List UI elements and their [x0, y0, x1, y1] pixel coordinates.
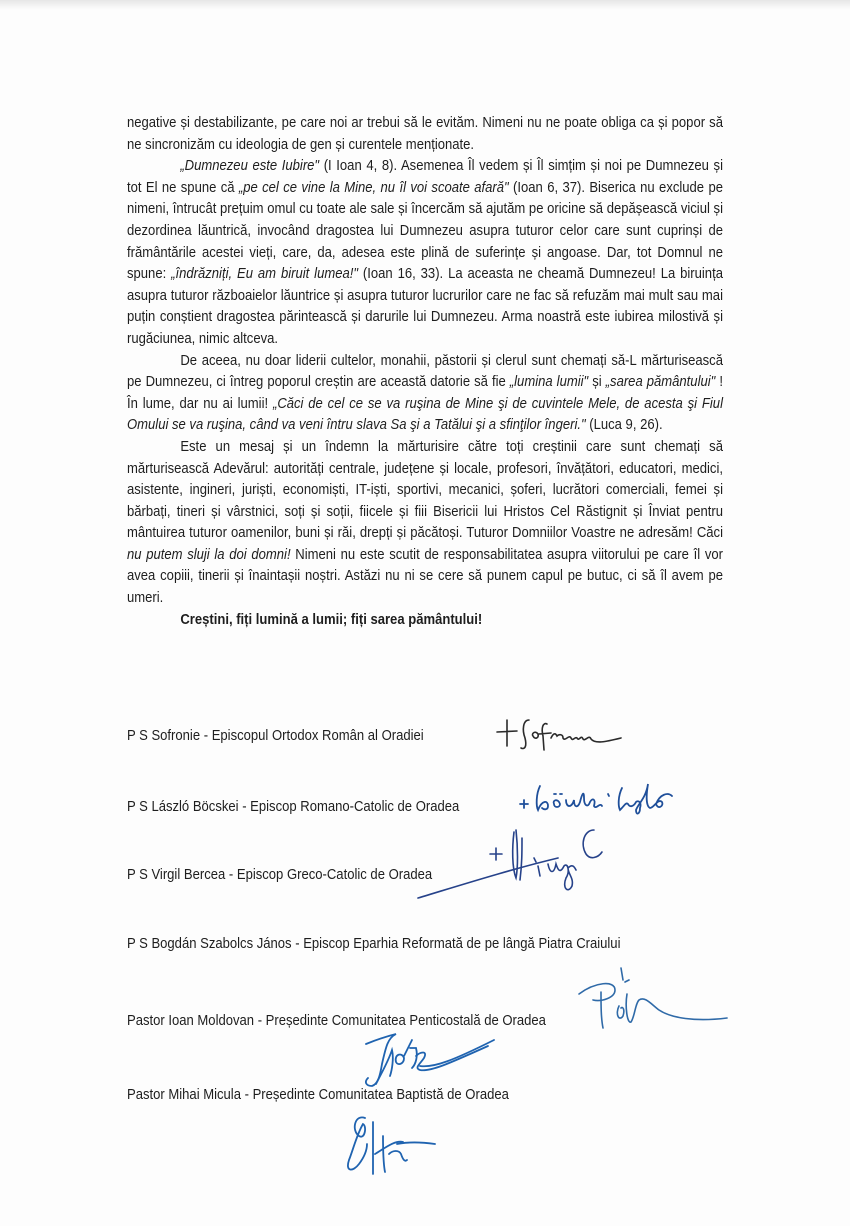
scripture-quote: „îndrăzniți, Eu am biruit lumea!" [171, 265, 359, 283]
signature-mihai-micula [345, 1110, 445, 1180]
paragraph-text: și [588, 373, 606, 391]
scripture-quote: „Căci de cel ce se va ruşina de Mine şi de cuvintele Mele, de acesta şi Fiul Omului se va ruşina, când va veni întru slava Sa şi a Tatălui şi a sfinţilor îngeri." [127, 394, 723, 434]
signature-ioan-moldovan [575, 966, 735, 1036]
paragraph-text: negative și destabilizante, pe care noi ar trebui să le evităm. Nimeni nu ne poate obliga ca și popor să ne sincronizăm cu ideologia de gen și curentele menționate. [127, 114, 723, 153]
paragraph-1 [127, 112, 723, 155]
scripture-quote: „Dumnezeu este Iubire" [180, 157, 320, 175]
signature-ioan-moldovan-cosign [358, 1026, 558, 1096]
paragraph-text: (Ioan 16, 33). La aceasta ne cheamă Dumnezeu! La biruința asupra tuturor războaielor lăuntrice și asupra tuturor lucrurilor care ne fac să refuzăm mai mult sau mai puțin conștient dragostea părintească și darurile lui Dumnezeu. Arma noastră este iubirea milostivă și rugăciunea, nimic altceva. [127, 265, 723, 347]
signature-virgil-bercea [418, 818, 618, 903]
signature-laszlo-bocskei [518, 780, 718, 818]
signatory-virgil-bercea: P S Virgil Bercea - Episcop Greco-Catolic de Oradea [127, 866, 433, 883]
paragraph-2 [127, 155, 723, 349]
letter-body [127, 112, 723, 630]
signatory-laszlo-bocskei: P S László Böcskei - Episcop Romano-Catolic de Oradea [127, 798, 460, 815]
scripture-quote: „lumina lumii" [509, 373, 589, 391]
paragraph-text: (I Ioan 4, 8). Asemenea Îl vedem și Îl simțim și noi pe Dumnezeu și tot El ne spune că [127, 157, 723, 196]
paragraph-3 [127, 350, 723, 436]
signatory-bogdan-szabolcs-janos: P S Bogdán Szabolcs János - Episcop Eparhia Reformată de pe lângă Piatra Craiului [127, 935, 621, 952]
paragraph-text: ! În lume, dar nu ai lumii! [127, 373, 723, 412]
paragraph-4 [127, 436, 723, 609]
signatory-sofronie: P S Sofronie - Episcopul Ortodox Român al Oradiei [127, 727, 424, 744]
scan-top-edge [0, 0, 850, 10]
scripture-quote: „sarea pământului" [605, 373, 716, 391]
paragraph-text: (Luca 9, 26). [585, 416, 663, 434]
paragraph-text: (Ioan 6, 37). Biserica nu exclude pe nimeni, întrucât prețuim omul cu toate ale sale și încercăm să ajutăm pe oricine să depășească viciul și dezordinea lăuntrică, invocând dragostea lui Dumnezeu asupra tuturor celor care sunt cuprinși de frământările acestei vieți, care, da, adesea este plină de suferințe și angoase. Dar, tot Domnul ne spune: [127, 178, 723, 283]
paragraph-text: Nimeni nu este scutit de responsabilitatea asupra viitorului pe care îl vor avea copiii, tinerii și înaintașii noștri. Astăzi nu ni se cere să punem capul pe butuc, ci să îl avem pe umeri. [127, 545, 723, 607]
signatory-mihai-micula: Pastor Mihai Micula - Președinte Comunitatea Baptistă de Oradea [127, 1086, 509, 1103]
paragraph-text: De aceea, nu doar liderii cultelor, monahii, păstorii și clerul sunt chemați să-L mărturisească pe Dumnezeu, ci întreg poporul creștin are această datorie să fie [127, 351, 723, 391]
closing-exhortation: Creștini, fiți lumină a lumii; fiți sarea pământului! [180, 610, 483, 628]
paragraph-text: Este un mesaj și un îndemn la mărturisire către toți creștinii care sunt chemați să mărturisească Adevărul: autorități centrale, județene și locale, profesori, învățători, educatori, medici, asistente, ingineri, juriști, economiști, IT-iști, sportivi, mecanici, șoferi, lucrători comerciali, femei și bărbați, tineri și vârstnici, soți și soții, fiicele și fiii Bisericii lui Hristos Cel Răstignit și Înviat pentru mântuirea tuturor oamenilor, buni și răi, drepți și păcătoși. Tuturor Domniilor Voastre ne adresăm! Căci [127, 437, 723, 542]
scripture-quote: nu putem sluji la doi domni! [127, 545, 291, 563]
signatory-ioan-moldovan: Pastor Ioan Moldovan - Președinte Comunitatea Penticostală de Oradea [127, 1012, 546, 1029]
scripture-quote: „pe cel ce vine la Mine, nu îl voi scoate afară" [238, 178, 509, 196]
signature-sofronie [495, 712, 635, 754]
